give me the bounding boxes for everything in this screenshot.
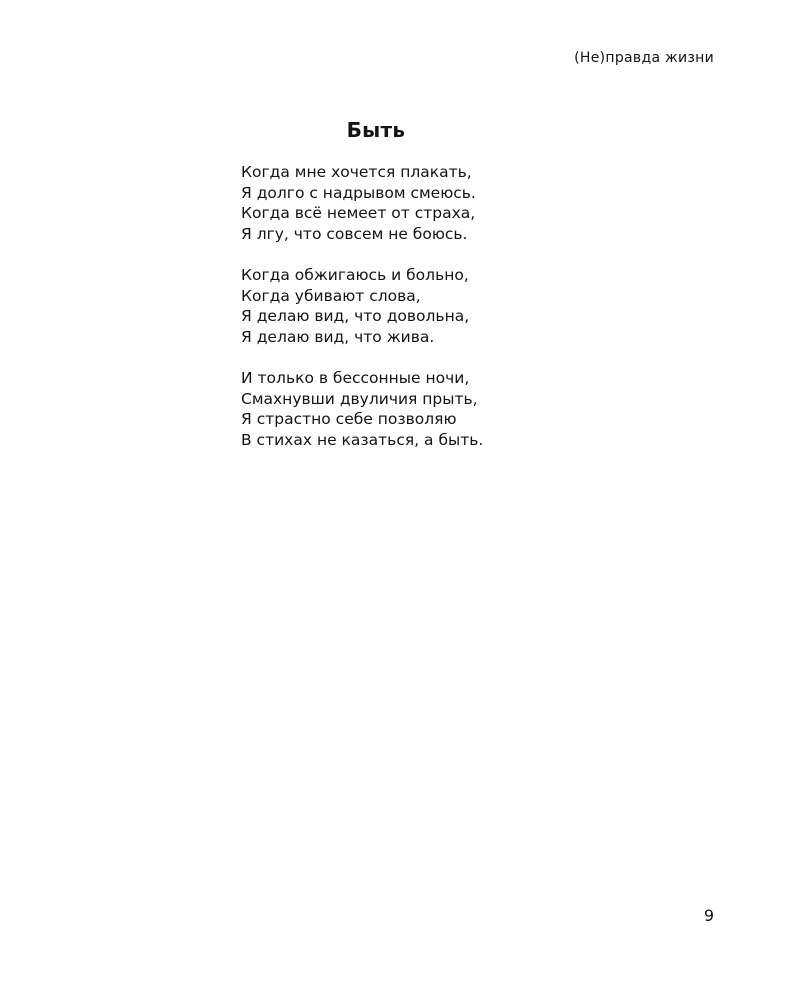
stanza-3 [241, 368, 661, 450]
poem-line: Я страстно себе позволяю [241, 410, 457, 428]
page-number: 9 [703, 906, 714, 925]
poem-line: Когда всё немеет от страха, [241, 204, 476, 222]
poem [241, 118, 661, 471]
poem-line: Я долго с надрывом смеюсь. [241, 183, 476, 202]
poem-line: Я лгу, что совсем не боюсь. [241, 224, 468, 243]
poem-line: Когда убивают слова, [241, 286, 421, 305]
poem-line: В стихах не казаться, а быть. [241, 430, 484, 449]
poem-line: Смахнувши двуличия прыть, [241, 389, 478, 408]
poem-line: Когда обжигаюсь и больно, [241, 266, 469, 284]
poem-line: Я делаю вид, что жива. [241, 327, 435, 346]
stanza-2 [241, 265, 661, 347]
poem-line: И только в бессонные ночи, [241, 369, 470, 387]
running-header: (Не)правда жизни [574, 50, 714, 66]
stanza-1 [241, 162, 661, 244]
poem-line: Когда мне хочется плакать, [241, 163, 472, 181]
poem-line: Я делаю вид, что довольна, [241, 307, 470, 325]
poem-title: Быть [346, 118, 406, 142]
